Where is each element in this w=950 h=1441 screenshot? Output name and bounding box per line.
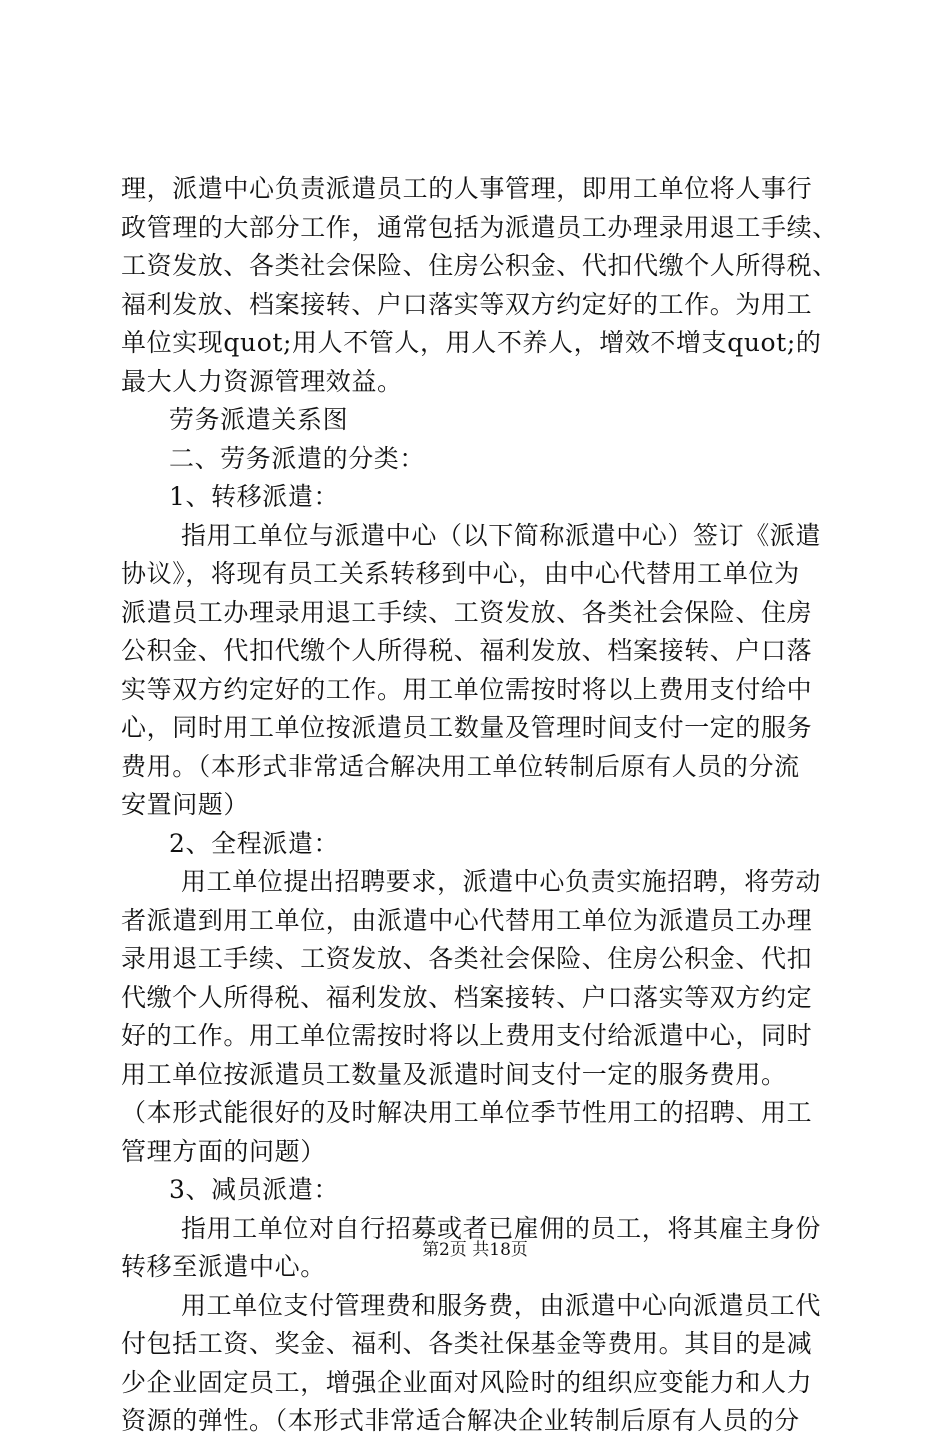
text-line: 安置问题） <box>121 790 250 819</box>
text-line: 录用退工手续、工资发放、各类社会保险、住房公积金、代扣 <box>121 944 813 973</box>
text-line: 实等双方约定好的工作。用工单位需按时将以上费用支付给中 <box>121 674 813 704</box>
text-line: 资源的弹性。（本形式非常适合解决企业转制后原有人员的分 <box>121 1406 800 1435</box>
text-line: 少企业固定员工，增强企业面对风险时的组织应变能力和人力 <box>121 1367 813 1397</box>
text-line: 心，同时用工单位按派遣员工数量及管理时间支付一定的服务 <box>121 713 813 742</box>
text-line: 用工单位按派遣员工数量及派遣时间支付一定的服务费用。 <box>121 1059 787 1089</box>
text-line: 派遣员工办理录用退工手续、工资发放、各类社会保险、住房 <box>121 597 813 627</box>
text-line: 1、转移派遣： <box>169 482 340 511</box>
text-line: 劳务派遣关系图 <box>169 405 349 434</box>
text-line: （本形式能很好的及时解决用工单位季节性用工的招聘、用工 <box>121 1098 813 1127</box>
text-line: 用工单位支付管理费和服务费，由派遣中心向派遣员工代 <box>181 1290 822 1320</box>
text-line: 单位实现quot;用人不管人，用人不养人，增效不增支quot;的 <box>121 328 822 357</box>
text-line: 转移至派遣中心。 <box>121 1252 326 1281</box>
text-line: 理，派遣中心负责派遣员工的人事管理，即用工单位将人事行 <box>121 174 813 203</box>
text-line: 代缴个人所得税、福利发放、档案接转、户口落实等双方约定 <box>121 982 813 1012</box>
text-line: 二、劳务派遣的分类： <box>169 443 426 473</box>
text-line: 者派遣到用工单位，由派遣中心代替用工单位为派遣员工办理 <box>121 905 813 935</box>
text-line: 费用。（本形式非常适合解决用工单位转制后原有人员的分流 <box>121 751 800 781</box>
page-footer: 第2页 共18页 <box>422 1240 528 1260</box>
text-line: 指用工单位对自行招募或者已雇佣的员工，将其雇主身份 <box>181 1213 822 1243</box>
text-line: 2、全程派遣： <box>169 828 340 858</box>
text-line: 3、减员派遣： <box>169 1175 340 1204</box>
text-line: 公积金、代扣代缴个人所得税、福利发放、档案接转、户口落 <box>121 636 813 665</box>
text-line: 最大人力资源管理效益。 <box>121 366 403 396</box>
text-line: 用工单位提出招聘要求，派遣中心负责实施招聘，将劳动 <box>181 867 822 896</box>
text-line: 指用工单位与派遣中心（以下简称派遣中心）签订《派遣 <box>181 520 822 550</box>
text-line: 福利发放、档案接转、户口落实等双方约定好的工作。为用工 <box>121 289 813 319</box>
text-line: 工资发放、各类社会保险、住房公积金、代扣代缴个人所得税、 <box>121 251 838 280</box>
text-line: 政管理的大部分工作，通常包括为派遣员工办理录用退工手续、 <box>121 212 838 242</box>
text-line: 协议》，将现有员工关系转移到中心，由中心代替用工单位为 <box>121 559 800 588</box>
text-line: 管理方面的问题） <box>121 1136 326 1166</box>
text-line: 好的工作。用工单位需按时将以上费用支付给派遣中心，同时 <box>121 1021 813 1050</box>
text-line: 付包括工资、奖金、福利、各类社保基金等费用。其目的是减 <box>121 1329 813 1358</box>
